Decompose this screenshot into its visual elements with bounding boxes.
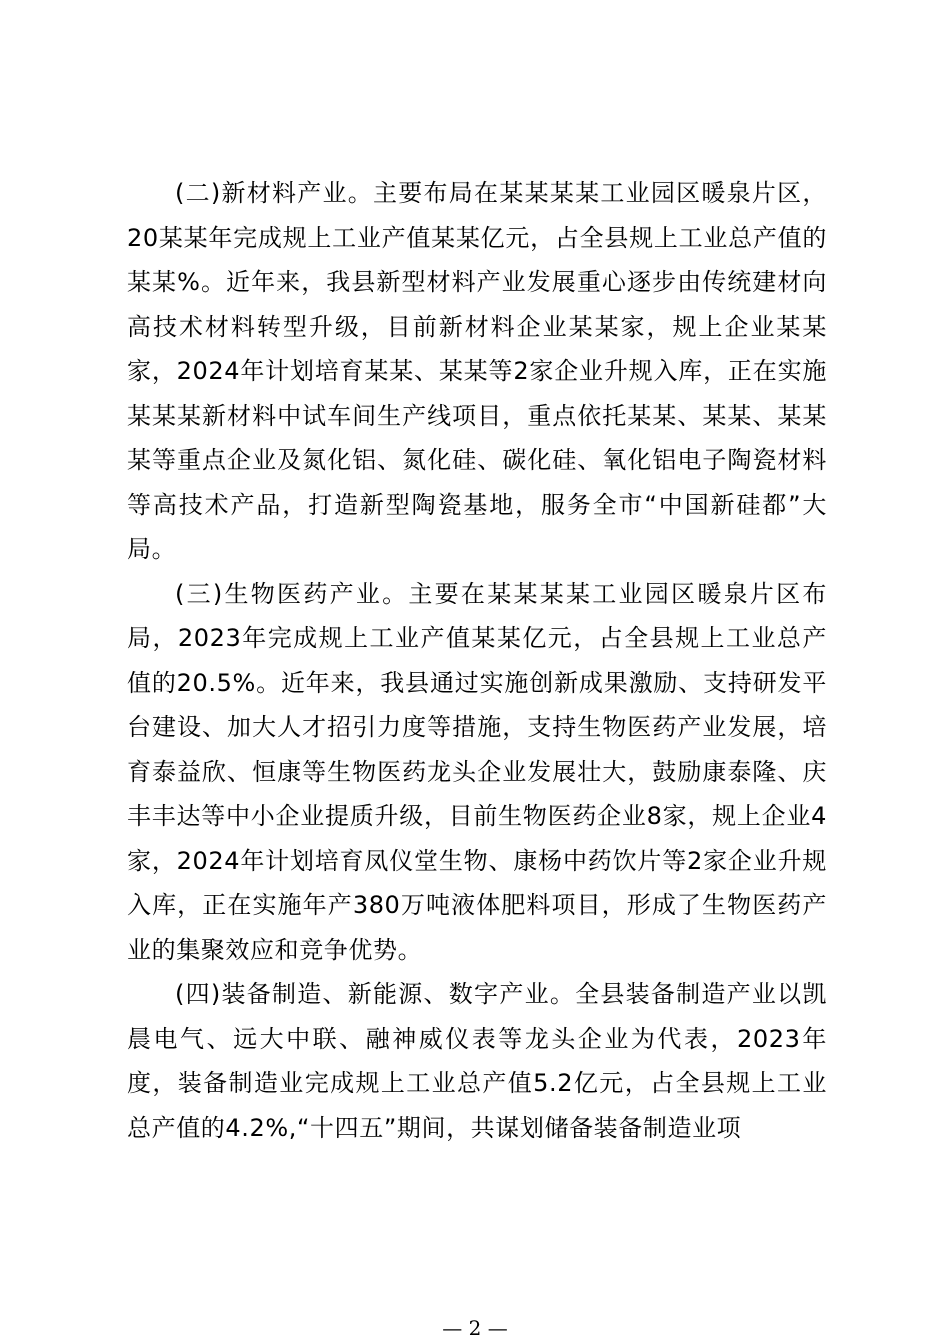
- paragraph-new-materials: (二)新材料产业。主要布局在某某某某工业园区暖泉片区，20某某年完成规上工业产值某某亿元，占全县规上工业总产值的某某%。近年来，我县新型材料产业发展重心逐步由传统建材向高技术材料转型升级，目前新材料企业某某家，规上企业某某家，2024年计划培育某某、某某等2家企业升规入库，正在实施某某某新材料中试车间生产线项目，重点依托某某、某某、某某某等重点企业及氮化铝、氮化硅、碳化硅、氧化铝电子陶瓷材料等高技术产品，打造新型陶瓷基地，服务全市“中国新硅都”大局。: [127, 179, 827, 563]
- paragraph-equipment-manufacturing: (四)装备制造、新能源、数字产业。全县装备制造产业以凯晨电气、远大中联、融神威仪表等龙头企业为代表，2023年度，装备制造业完成规上工业总产值5.2亿元，占全县规上工业总产值的4.2%,“十四五”期间，共谋划储备装备制造业项: [127, 980, 827, 1142]
- page-number: — 2 —: [442, 1316, 508, 1340]
- paragraph-biomedicine: (三)生物医药产业。主要在某某某某工业园区暖泉片区布局，2023年完成规上工业产值某某亿元，占全县规上工业总产值的20.5%。近年来，我县通过实施创新成果激励、支持研发平台建设、加大人才招引力度等措施，支持生物医药产业发展，培育泰益欣、恒康等生物医药龙头企业发展壮大，鼓励康泰隆、庆丰丰达等中小企业提质升级，目前生物医药企业8家，规上企业4家，2024年计划培育凤仪堂生物、康杨中药饮片等2家企业升规入库，正在实施年产380万吨液体肥料项目，形成了生物医药产业的集聚效应和竞争优势。: [127, 579, 827, 964]
- document-body: [127, 171, 827, 1150]
